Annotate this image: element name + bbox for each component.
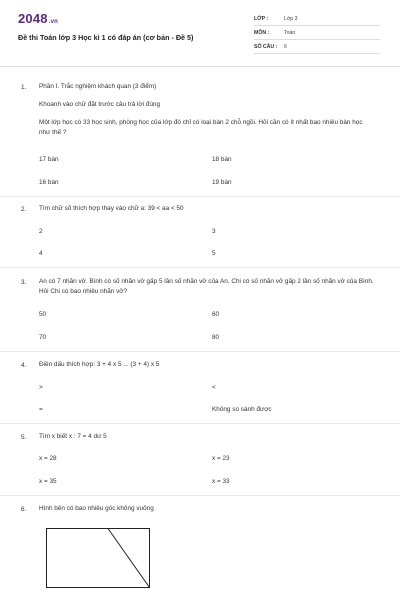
meta-key: MÔN : bbox=[254, 30, 270, 36]
answer-option-c[interactable]: 4 bbox=[39, 250, 43, 257]
meta-row-class bbox=[254, 12, 380, 26]
question-number: 6. bbox=[21, 506, 27, 513]
question-text: Một lớp học có 33 học sinh, phòng học của lớp đó chỉ có loại bàn 2 chỗ ngồi. Hỏi cần có ít nhất bao nhiêu bàn học như thế ? bbox=[39, 119, 363, 136]
question-number: 3. bbox=[21, 279, 27, 286]
question-number: 2. bbox=[21, 206, 27, 213]
answer-option-c[interactable]: = bbox=[39, 406, 43, 413]
question-divider bbox=[0, 351, 400, 352]
question-section-heading: Phần I. Trắc nghiệm khách quan (3 điểm) bbox=[39, 83, 157, 90]
answer-option-b[interactable]: x = 23 bbox=[212, 455, 230, 462]
answer-option-d[interactable]: 19 bàn bbox=[212, 179, 232, 186]
answer-option-a[interactable]: > bbox=[39, 384, 43, 391]
question-instruction: Khoanh vào chữ đặt trước câu trả lời đúng bbox=[39, 101, 161, 108]
answer-option-b[interactable]: 60 bbox=[212, 311, 220, 318]
question-text: Tìm chữ số thích hợp thay vào chữ a: 39 < aa < 50 bbox=[39, 205, 184, 212]
diagonal-line bbox=[108, 529, 150, 588]
question-divider bbox=[0, 196, 400, 197]
answer-option-d[interactable]: 80 bbox=[212, 334, 220, 341]
answer-option-d[interactable]: 5 bbox=[212, 250, 216, 257]
question-number: 1. bbox=[21, 84, 27, 91]
meta-key: LỚP : bbox=[254, 16, 269, 22]
question-number: 5. bbox=[21, 434, 27, 441]
answer-option-d[interactable]: x = 33 bbox=[212, 478, 230, 485]
rectangle-shape bbox=[47, 529, 150, 588]
question-text: Hình bên có bao nhiêu góc không vuông bbox=[39, 505, 154, 512]
question-divider bbox=[0, 495, 400, 496]
meta-value: Lớp 3 bbox=[284, 16, 298, 22]
site-logo[interactable]: 2048.vn bbox=[18, 11, 59, 26]
question-divider bbox=[0, 267, 400, 268]
meta-row-subject bbox=[254, 26, 380, 40]
question-text: Tìm x biết x : 7 = 4 dư 5 bbox=[39, 433, 107, 440]
answer-option-c[interactable]: 16 bàn bbox=[39, 179, 59, 186]
answer-option-b[interactable]: 18 bàn bbox=[212, 156, 232, 163]
answer-option-a[interactable]: 17 bàn bbox=[39, 156, 59, 163]
question-text: Điền dấu thích hợp: 3 + 4 x 5 ... (3 + 4) x 5 bbox=[39, 361, 160, 368]
header-divider bbox=[0, 66, 400, 67]
answer-option-a[interactable]: 50 bbox=[39, 311, 47, 318]
answer-option-b[interactable]: 3 bbox=[212, 228, 216, 235]
answer-option-a[interactable]: 2 bbox=[39, 228, 43, 235]
answer-option-d[interactable]: Không so sánh được bbox=[212, 406, 272, 413]
question-divider bbox=[0, 423, 400, 424]
answer-option-c[interactable]: 70 bbox=[39, 334, 47, 341]
page-title: Đề thi Toán lớp 3 Học kì 1 có đáp án (cơ bản - Đề 5) bbox=[18, 33, 194, 42]
rectangle-figure bbox=[46, 528, 150, 588]
question-number: 4. bbox=[21, 362, 27, 369]
answer-option-b[interactable]: < bbox=[212, 384, 216, 391]
header bbox=[0, 0, 400, 62]
question-text: An có 7 nhãn vở. Bình có số nhãn vở gấp 5 lần số nhãn vở của An. Chi có số nhãn vở gấp 2 lần số nhãn vở của Bình. Hỏi Chi có bao nhiêu nhãn vở? bbox=[39, 278, 374, 295]
meta-row-count bbox=[254, 40, 380, 54]
meta-value: Toán bbox=[284, 30, 296, 36]
answer-option-a[interactable]: x = 28 bbox=[39, 455, 57, 462]
answer-option-c[interactable]: x = 35 bbox=[39, 478, 57, 485]
meta-value: 6 bbox=[284, 44, 287, 50]
meta-key: SỐ CÂU : bbox=[254, 44, 278, 50]
